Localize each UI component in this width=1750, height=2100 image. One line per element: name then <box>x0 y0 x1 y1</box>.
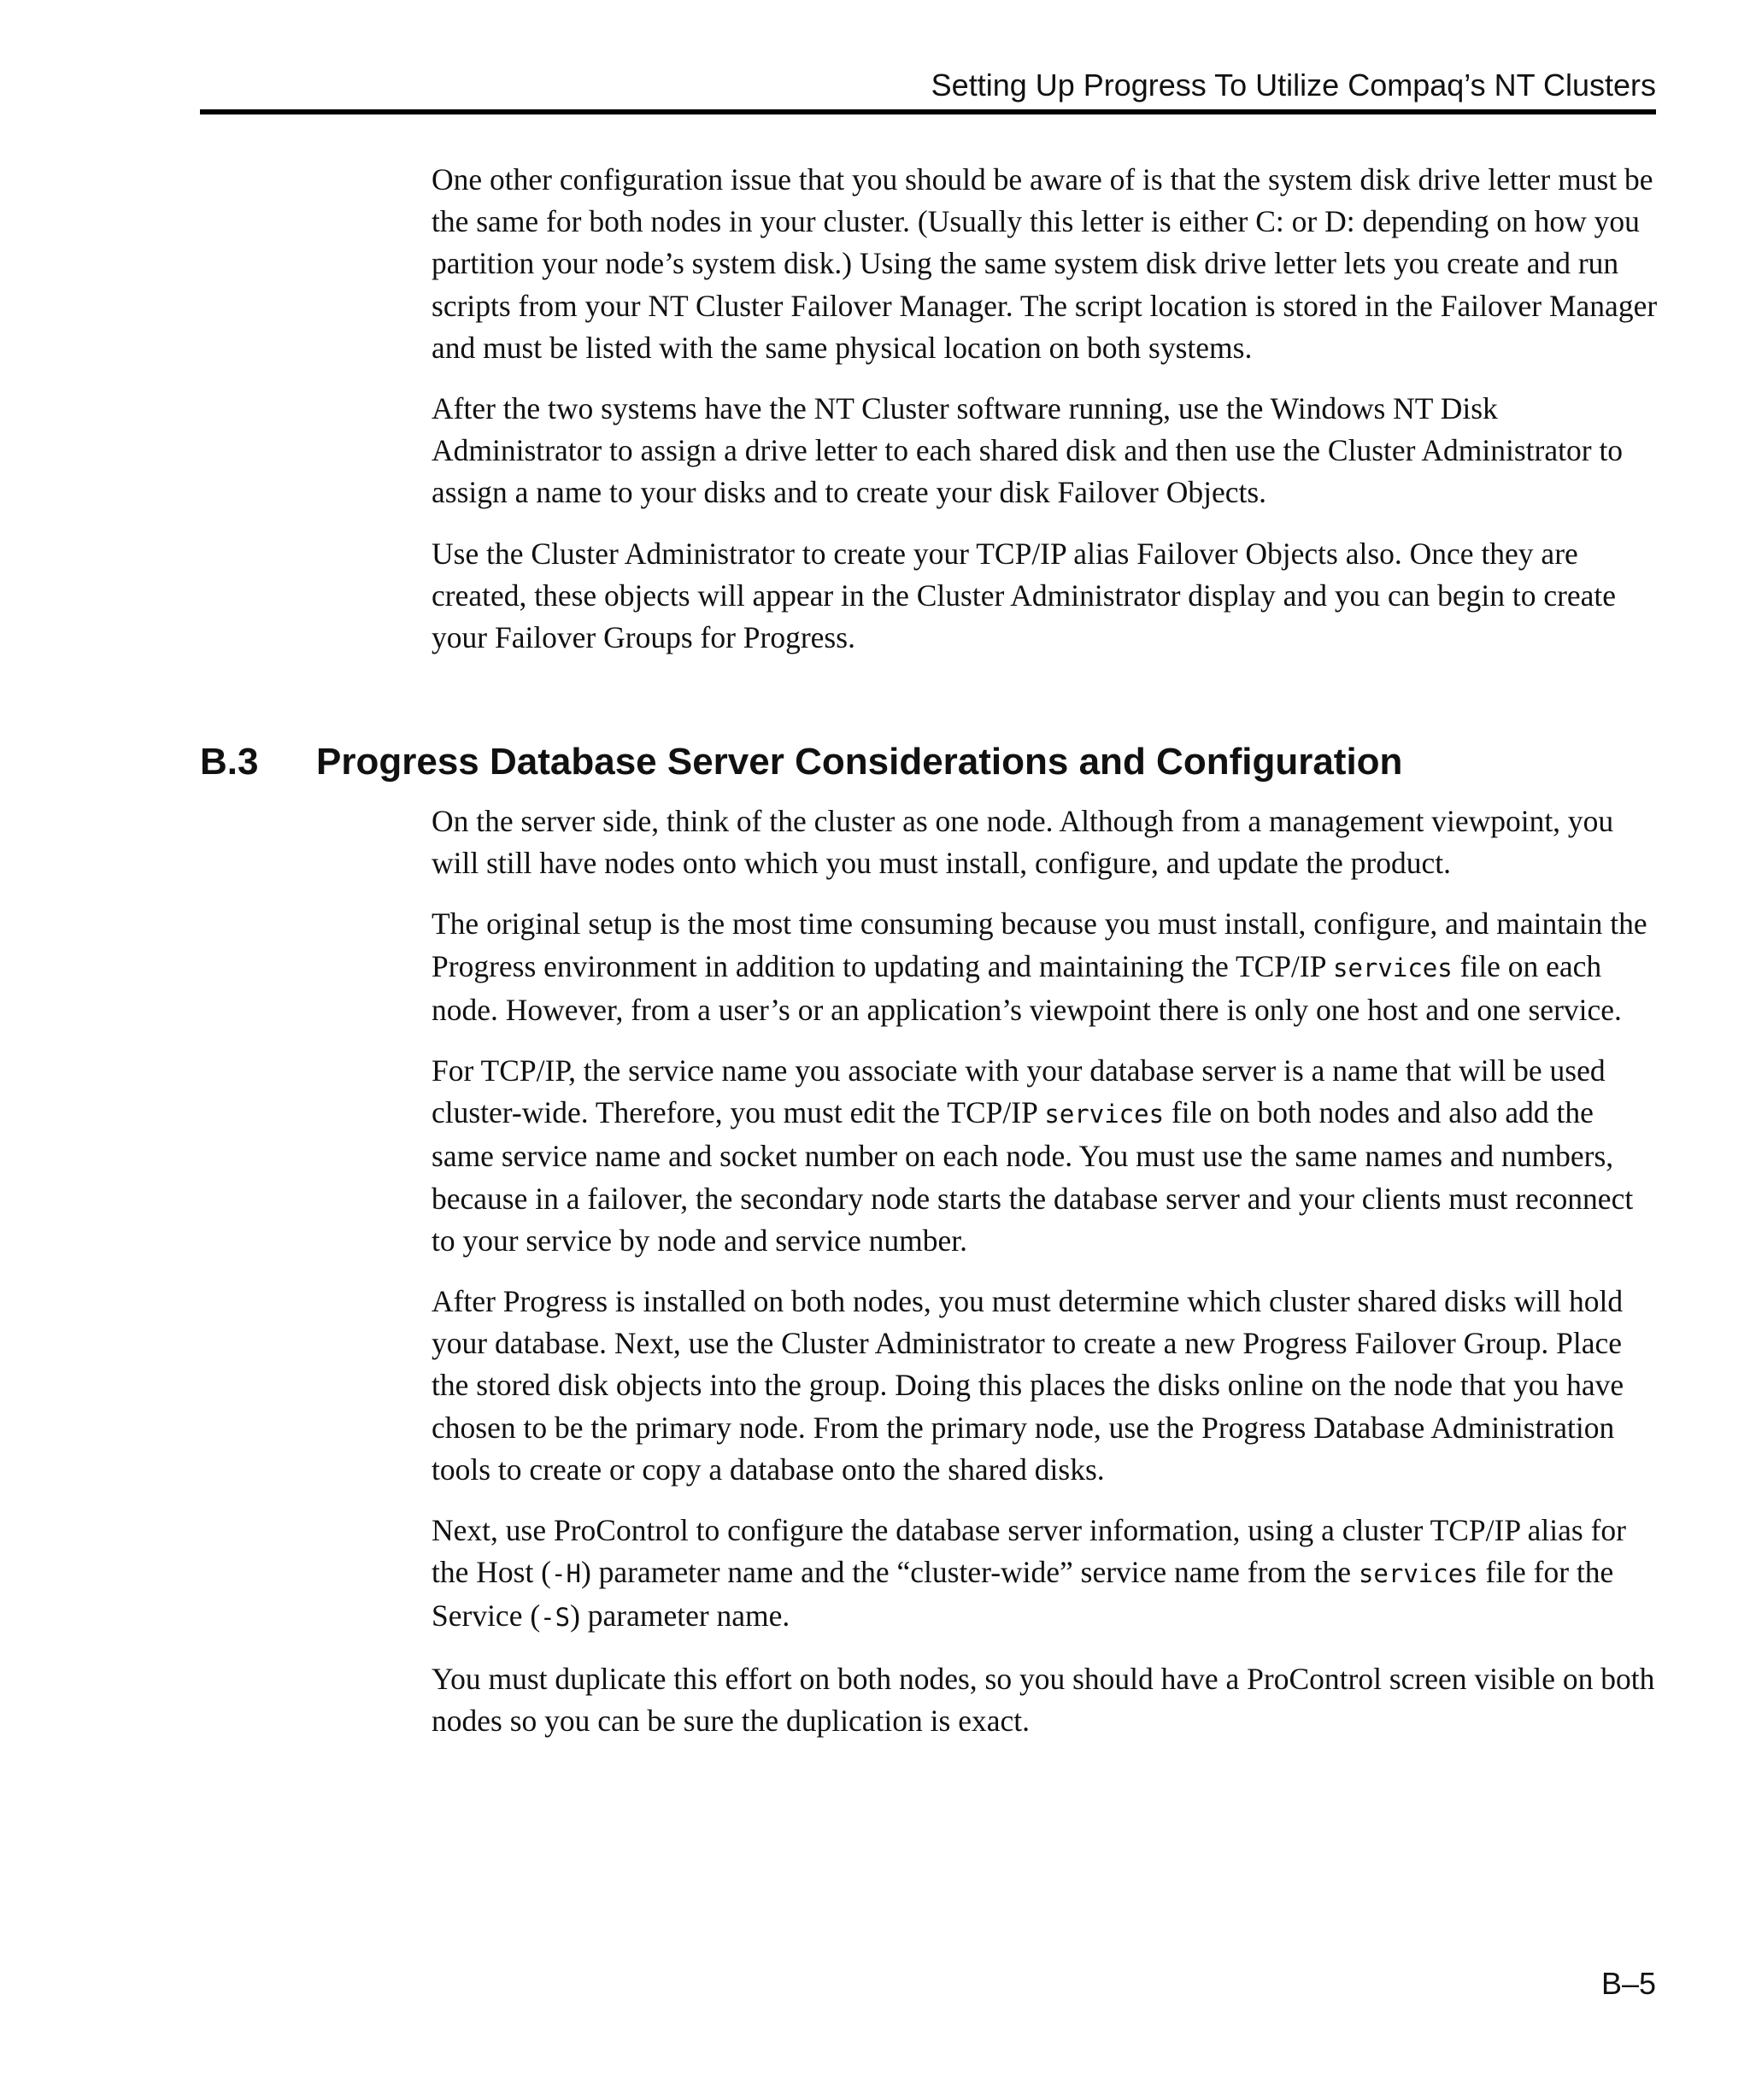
section-paragraph-6: You must duplicate this effort on both nodes, so you should have a ProControl screen visible on both nodes so you can be sure the duplication is exact. <box>432 1661 1655 1738</box>
section-paragraph-1: On the server side, think of the cluster as one node. Although from a management viewpoint, you will still have nodes onto which you must install, configure, and update the product. <box>432 804 1614 881</box>
section-paragraph-3 <box>432 1050 1658 1262</box>
paragraph-text: ) parameter name. <box>570 1598 790 1634</box>
page-number: B–5 <box>1600 1966 1656 2001</box>
service-option-code: -S <box>540 1603 571 1633</box>
section-body <box>432 801 1658 1761</box>
section-paragraph-4: After Progress is installed on both nodes, you must determine which cluster shared disks will hold your database. Next, use the Cluster Administrator to create a new Progress Failover Group. Place the stored disk objects into the group. Doing this places the disks online on the node that you have chosen to be the primary node. From the primary node, use the Progress Database Administration tools to create or copy a database onto the shared disks. <box>432 1284 1624 1487</box>
section-paragraph-2 <box>432 903 1658 1031</box>
paragraph-text: Next, use ProControl to configure the database server information, using a cluster TCP/IP alias for the Host ( <box>432 1513 1626 1590</box>
section-heading <box>200 738 1656 786</box>
services-code: services <box>1333 953 1453 983</box>
section-paragraph-5 <box>432 1510 1658 1640</box>
intro-paragraph-2: After the two systems have the NT Cluster software running, use the Windows NT Disk Administrator to assign a drive letter to each shared disk and then use the Cluster Administrator to assign a name to your disks and to create your disk Failover Objects. <box>432 391 1624 510</box>
running-header: Setting Up Progress To Utilize Compaq’s NT Clusters <box>931 67 1656 103</box>
header-rule <box>200 109 1656 114</box>
paragraph-text: file on both nodes and also add the same service name and socket number on each node. You must use the same names and numbers, because in a failover, the secondary node starts the database server and your clients must reconnect to your service by node and service number. <box>432 1095 1634 1258</box>
services-code: services <box>1358 1559 1478 1589</box>
paragraph-text: The original setup is the most time consuming because you must install, configure, and maintain the Progress environment in addition to updating and maintaining the TCP/IP <box>432 906 1647 983</box>
paragraph-text: ) parameter name and the “cluster-wide” service name from the <box>580 1555 1359 1590</box>
intro-block <box>432 159 1658 678</box>
paragraph-text: For TCP/IP, the service name you associate with your database server is a name that will be used cluster-wide. Therefore, you must edit the TCP/IP <box>432 1053 1606 1130</box>
section-title: Progress Database Server Considerations and Configuration <box>316 741 1403 783</box>
intro-paragraph-1: One other configuration issue that you should be aware of is that the system disk drive letter must be the same for both nodes in your cluster. (Usually this letter is either C: or D: depending on how you partition your node’s system disk.) Using the same system disk drive letter lets you create and run scripts from your NT Cluster Failover Manager. The script location is stored in the Failover Manager and must be listed with the same physical location on both systems. <box>432 162 1658 365</box>
section-number: B.3 <box>200 741 259 783</box>
intro-paragraph-3: Use the Cluster Administrator to create your TCP/IP alias Failover Objects also. Once they are created, these objects will appear in the Cluster Administrator display and you can begin to create your Failover Groups for Progress. <box>432 536 1617 655</box>
host-option-code: -H <box>551 1559 581 1589</box>
paragraph-text: file on each node. However, from a user’s or an application’s viewpoint there is only one host and one service. <box>432 948 1622 1027</box>
services-code: services <box>1044 1100 1165 1129</box>
paragraph-text: file for the Service ( <box>432 1555 1614 1634</box>
